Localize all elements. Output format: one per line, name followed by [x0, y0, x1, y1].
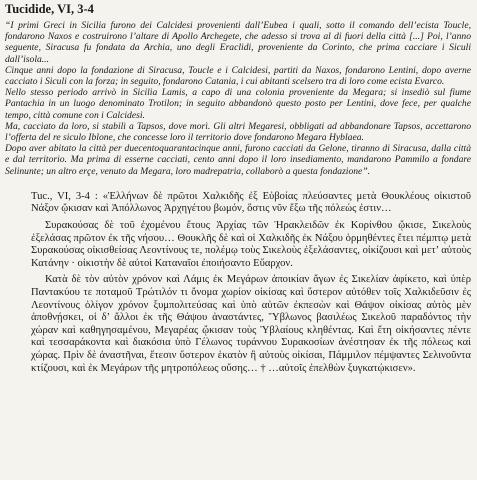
italian-paragraph: “I primi Greci in Sicilia furono dei Calcidesi provenienti dall’Eubea i quali, sotto il comando dell’ecista Toucle, fondarono Naxos e costruirono l’altare di Apollo Archegete, che adesso si trova al di fuori della città [...] Poi, l’anno seguente, Siracusa fu fondata da Archia, uno degli Eraclidi, proveniente da Corinto, che prima cacciare i Siculi dall’isola...: [5, 20, 471, 65]
italian-paragraph: Ma, cacciato da loro, si stabilì a Tapsos, dove morì. Gli altri Megaresi, obbligati ad abbandonare Tapsos, accettarono l’offerta del re siculo Iblone, che concesse loro il territorio dove fondarono Megara Hyblaea.: [5, 120, 471, 144]
greek-paragraph: Tuc., VI, 3-4 : «Ἑλλήνων δὲ πρῶτοι Χαλκιδῆς ἐξ Εὐβοίας πλεύσαντες μετὰ Θουκλέους οἰκιστοῦ Νάξον ᾤκισαν καὶ Ἀπόλλωνος Ἀρχηγέτου βωμόν, ὅστις νῦν ἔξω τῆς πόλεώς ἐστιν…: [31, 190, 471, 215]
italian-paragraph: Dopo aver abitato la città per duecentoquarantacinque anni, furono cacciati da Gelone, tiranno di Siracusa, dalla città e dal territorio. Ma prima di esserne cacciati, cento anni dopo il loro insediamento, mandarono Pammilo a fondare Selinunte; un altro erçe, venuto da Megara, loro madrepatria, collaborò a questa fondazione”.: [5, 143, 471, 177]
italian-paragraph: Nello stesso periodo arrivò in Sicilia Lamis, a capo di una colonia proveniente da Megara; si insediò sul fiume Pantachia in un luogo denominato Trotilon; in seguito abbandonò questo posto per Lentini, dove fece, per qualche tempo, città comune con i Calcidesi.: [5, 87, 471, 121]
greek-original-text: [5, 191, 471, 375]
italian-translation: [5, 20, 471, 177]
italian-paragraph: Cinque anni dopo la fondazione di Siracusa, Toucle e i Calcidesi, partiti da Naxos, fondarono Lentini, dopo averne cacciato i Siculi con la forza; in seguito, fondarono Catania, i cui abitanti scelsero tra di loro come ecista Evarco.: [5, 64, 471, 88]
greek-paragraph: Κατὰ δὲ τὸν αὐτὸν χρόνον καὶ Λάμις ἐκ Μεγάρων ἀποικίαν ἄγων ἐς Σικελίαν ἀφίκετο, καὶ ὑπὲρ Παντακύου τε ποταμοῦ Τρώτιλόν τι ὄνομα χωρίον οἰκίσας καὶ ὕστερον αὐτόθεν τοῖς Χαλκιδεῦσιν ἐς Λεοντίνους ὀλίγον χρόνον ξυμπολιτεύσας καὶ ὑπὸ αὐτῶν ἐκπεσὼν καὶ Θάψον οἰκίσας αὐτὸς μὲν ἀποθνῄσκει, οἱ δ’ ἄλλοι ἐκ τῆς Θάψου ἀναστάντες, Ὕβλωνος βασιλέως Σικελοῦ παραδόντος τὴν χώραν καὶ καθηγησαμένου, Μεγαρέας ᾤκισαν τοὺς Ὑβλαίους κληθέντας. Καὶ ἔτη οἰκήσαντες πέντε καὶ τεσσαράκοντα καὶ διακόσια ὑπὸ Γέλωνος τυράννου Συρακοσίων ἀνέστησαν ἐκ τῆς πόλεως καὶ χώρας. Πρὶν δὲ ἀναστῆναι, ἔτεσιν ὕστερον ἑκατὸν ἢ αὐτοὺς οἰκίσαι, Πάμμιλον πέμψαντες Σελινοῦντα κτίζουσι, καὶ ἐκ Μεγάρων τῆς μητροπόλεως οὔσης… † …αὐτοῖς ἐπελθὼν ξυγκατῴκισεν».: [31, 274, 471, 374]
document-title: Tucidide, VI, 3-4: [5, 2, 94, 16]
greek-paragraph: Συρακούσας δὲ τοῦ ἐχομένου ἔτους Ἀρχίας τῶν Ἡρακλειδῶν ἐκ Κορίνθου ᾤκισε, Σικελοὺς ἐξελάσας πρῶτον ἐκ τῆς νήσου… Θουκλῆς δὲ καὶ οἱ Χαλκιδῆς ἐκ Νάξου ὁρμηθέντες ἔτει πέμπτῳ μετὰ Συρακούσας οἰκισθείσας Λεοντίνους τε, πολέμῳ τοὺς Σικελοὺς ἐξελάσαντες, οἰκίζουσι καὶ μετ’ αὐτοὺς Κατάνην · οἰκιστὴν δὲ αὐτοὶ Καταναῖοι ἐποιήσαντο Εὔαρχον.: [31, 220, 471, 269]
